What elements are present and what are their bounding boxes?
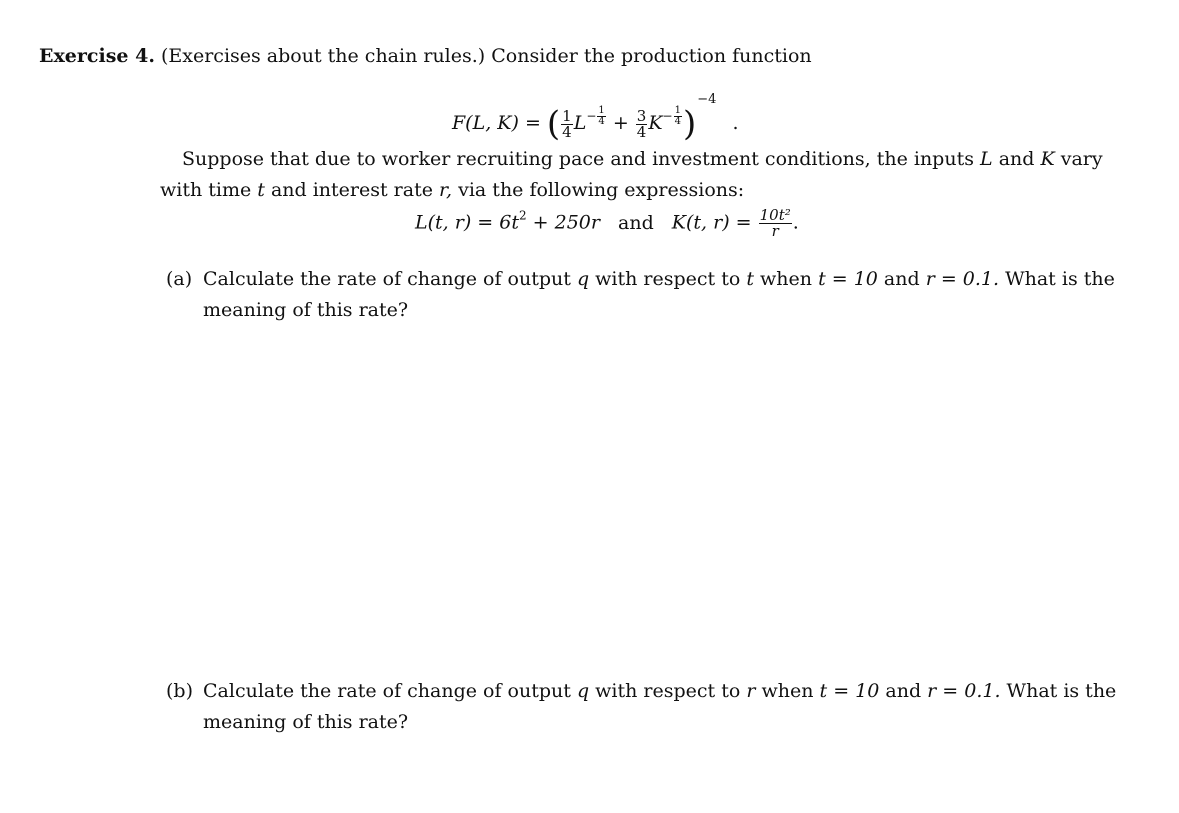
part-a-text: Calculate the rate of change of output q with respect to t when t = 10 and r = 0.1. What is the meaning of this rate? bbox=[203, 268, 1115, 321]
formula-F-period: . bbox=[732, 112, 739, 134]
part-b-label: (b) bbox=[166, 680, 193, 702]
exercise-header bbox=[39, 45, 812, 67]
plus-sign: + bbox=[612, 112, 629, 134]
para-text-1: Suppose that due to worker recruiting pace and investment conditions, the inputs bbox=[182, 148, 974, 170]
para-text-2: vary with time bbox=[160, 148, 1103, 201]
formula-F-lhs: F(L, K) = bbox=[452, 112, 541, 134]
right-paren: ) bbox=[682, 104, 697, 144]
var-K: K bbox=[648, 112, 663, 134]
part-b-text: Calculate the rate of change of output q with respect to r when t = 10 and r = 0.1. What is the meaning of this rate? bbox=[203, 680, 1117, 733]
para-r: r, bbox=[439, 179, 453, 201]
para-L: L bbox=[980, 148, 993, 170]
fraction-three-quarters: $\frac{3}{4}$ bbox=[636, 106, 647, 141]
var-L: L bbox=[573, 112, 587, 134]
L-expression-rest: + 250r bbox=[526, 211, 600, 234]
part-b bbox=[166, 676, 1131, 738]
para-and: and bbox=[998, 148, 1035, 170]
L-expression-lhs: L(t, r) = 6t bbox=[415, 211, 519, 234]
input-expressions-formula bbox=[415, 208, 799, 239]
formula-and: and bbox=[618, 211, 654, 234]
left-paren: ( bbox=[546, 104, 561, 144]
exercise-label: Exercise 4. bbox=[39, 45, 155, 67]
part-a bbox=[166, 264, 1131, 326]
para-K: K bbox=[1040, 148, 1055, 170]
production-function-formula bbox=[452, 92, 739, 144]
para-text-3: and interest rate bbox=[270, 179, 433, 201]
K-expression-fraction: $\frac{\text{10t²}}{r}$ bbox=[759, 206, 791, 240]
para-t: t bbox=[257, 179, 265, 201]
part-a-label: (a) bbox=[166, 268, 193, 290]
exponent-K: − 1 4 bbox=[662, 105, 681, 127]
fraction-one-quarter: $\frac{1}{4}$ bbox=[562, 106, 572, 141]
K-expression-lhs: K(t, r) = bbox=[671, 211, 752, 234]
exercise-intro: (Exercises about the chain rules.) Consider the production function bbox=[160, 45, 812, 67]
formula-LK-period: . bbox=[792, 211, 799, 234]
para-text-4: via the following expressions: bbox=[458, 179, 745, 201]
L-expression-sup: 2 bbox=[518, 208, 527, 223]
outer-exponent: −4 bbox=[697, 92, 717, 107]
body-paragraph bbox=[160, 144, 1130, 206]
exponent-L: − 1 4 bbox=[586, 105, 605, 127]
